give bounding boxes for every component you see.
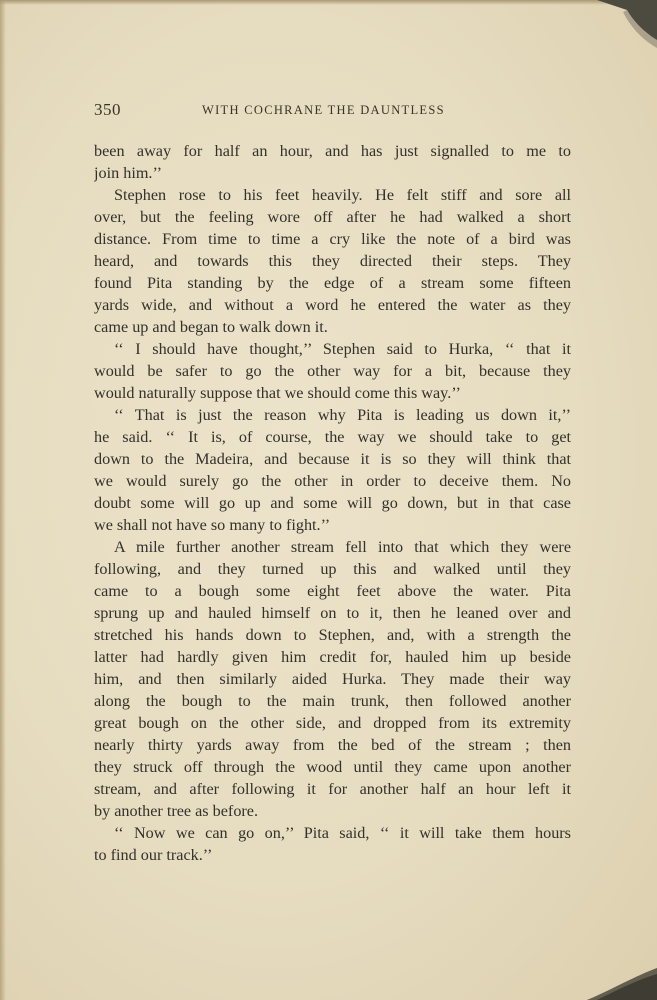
text-line: stretched his hands down to Stephen, and, with a strength the [94,626,571,644]
body-text [94,140,571,866]
page-number: 350 [94,100,121,119]
text-line: nearly thirty yards away from the bed of the stream ; then [94,736,571,754]
text-line: they struck off through the wood until they came upon another [94,758,571,776]
text-line: him, and then similarly aided Hurka. They made their way [94,670,571,688]
text-line: over, but the feeling wore off after he had walked a short [94,208,571,226]
text-line: distance. From time to time a cry like the note of a bird was [94,230,571,248]
text-line: heard, and towards this they directed their steps. They [94,252,571,270]
text-line: A mile further another stream fell into that which they were [114,538,571,556]
text-line: yards wide, and without a word he entered the water as they [94,296,571,314]
text-line: to find our track.’’ [94,846,213,864]
text-line: doubt some will go up and some will go down, but in that case [94,494,571,512]
running-head: WITH COCHRANE THE DAUNTLESS [202,103,445,117]
page-top-edge-shadow [0,0,657,5]
text-line: stream, and after following it for another half an hour left it [94,780,571,798]
text-line: following, and they turned up this and walked until they [94,560,571,578]
text-line: Stephen rose to his feet heavily. He felt stiff and sore all [114,186,571,204]
text-line: ‘‘ Now we can go on,’’ Pita said, ‘‘ it will take them hours [114,824,571,842]
page-corner-shadow-top-right [597,0,657,48]
text-line: latter had hardly given him credit for, hauled him up beside [94,648,571,666]
text-line: join him.’’ [94,164,163,182]
text-line: great bough on the other side, and dropped from its extremity [94,714,571,732]
text-line: ‘‘ I should have thought,’’ Stephen said to Hurka, ‘‘ that it [114,340,571,358]
text-line: found Pita standing by the edge of a stream some fifteen [94,274,571,292]
text-line: came up and began to walk down it. [94,318,328,336]
page-corner-shadow-bottom-right [587,968,657,1000]
text-line: would naturally suppose that we should come this way.’’ [94,384,461,402]
text-line: came to a bough some eight feet above the water. Pita [94,582,571,600]
text-line: he said. ‘‘ It is, of course, the way we should take to get [94,428,571,446]
text-line: we shall not have so many to fight.’’ [94,516,331,534]
text-line: would be safer to go the other way for a bit, because they [94,362,571,380]
page-header [94,100,474,122]
text-line: been away for half an hour, and has just signalled to me to [94,142,571,160]
text-line: ‘‘ That is just the reason why Pita is leading us down it,’’ [114,406,571,424]
text-line: by another tree as before. [94,802,259,820]
text-line: sprung up and hauled himself on to it, then he leaned over and [94,604,571,622]
page-left-edge-shadow [0,0,6,1000]
text-line: we would surely go the other in order to deceive them. No [94,472,571,490]
text-line: down to the Madeira, and because it is so they will think that [94,450,571,468]
text-line: along the bough to the main trunk, then followed another [94,692,571,710]
